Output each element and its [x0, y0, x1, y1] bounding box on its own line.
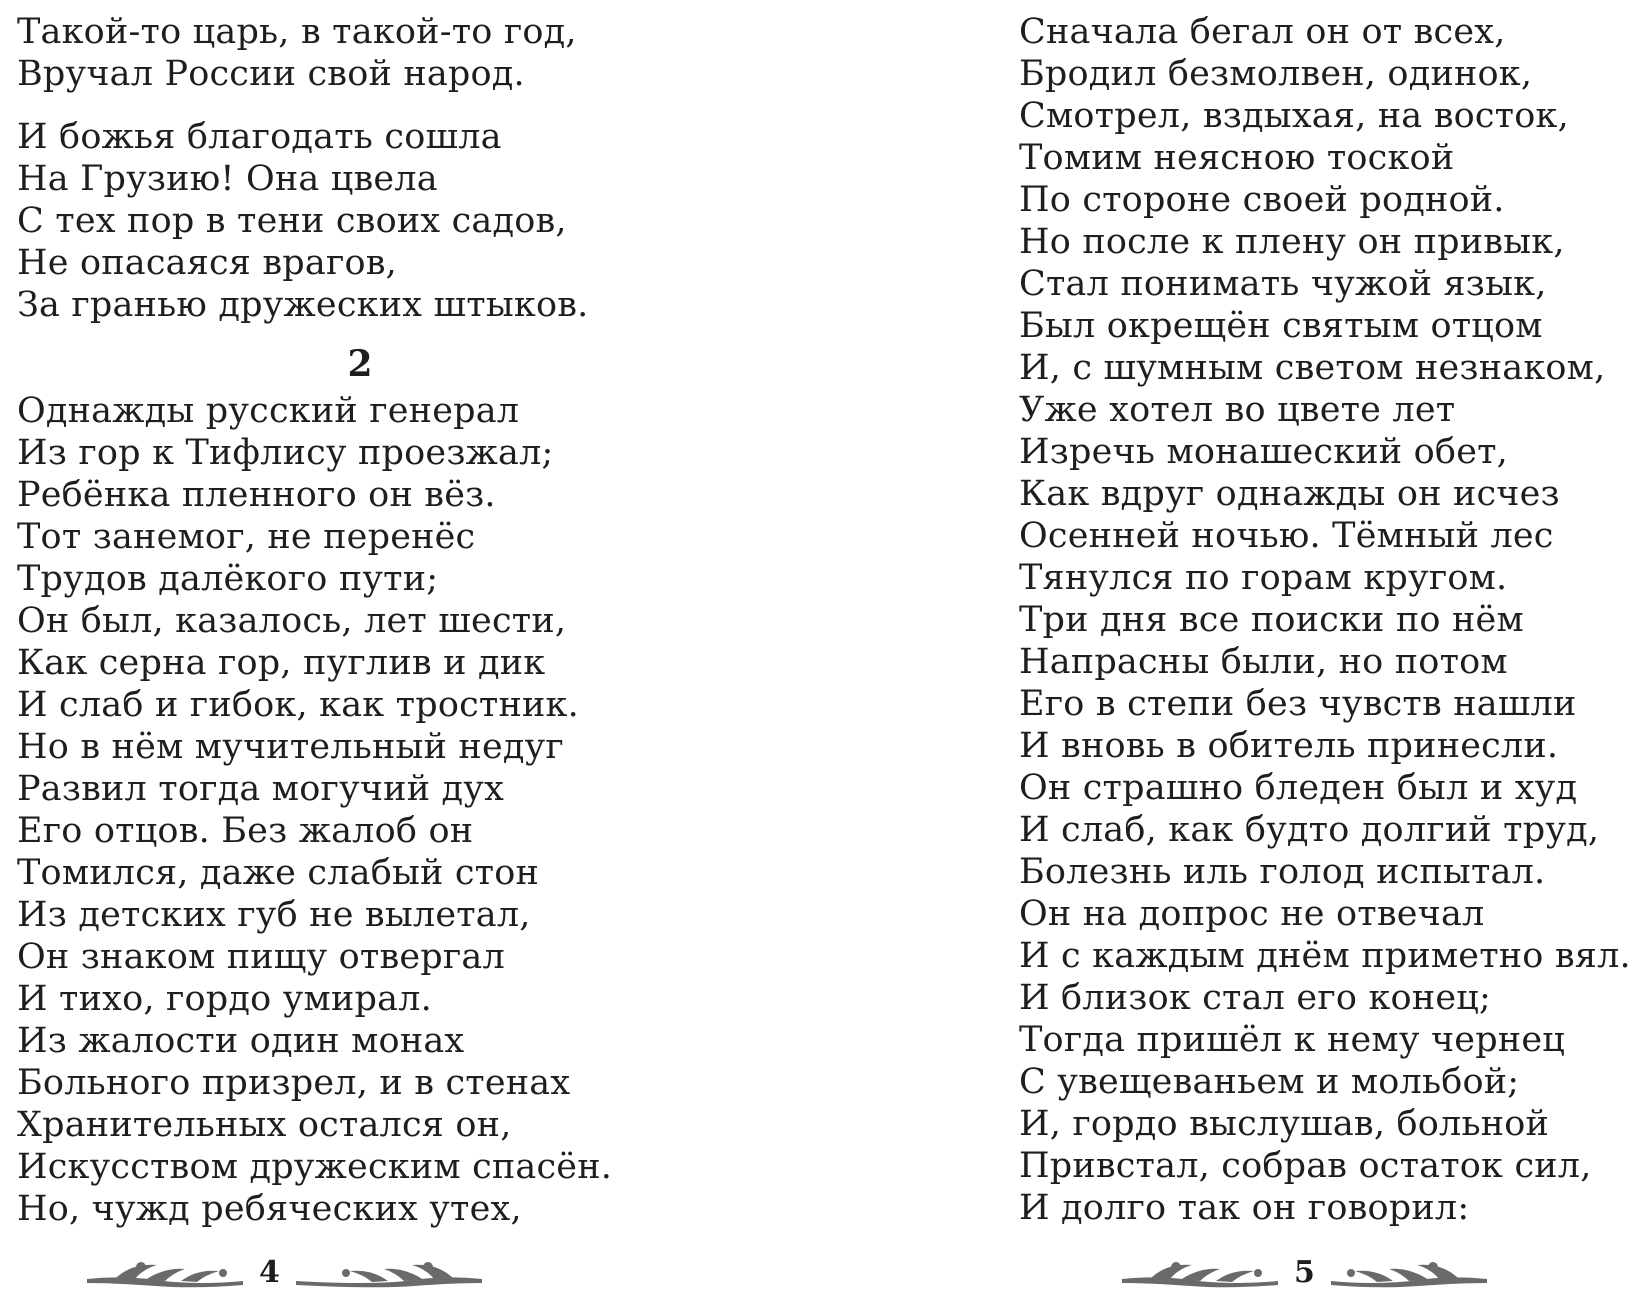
poem-line: И слаб, как будто долгий труд, — [1019, 810, 1600, 850]
ornament-right-icon — [1329, 1255, 1489, 1291]
page-number-left: 4 — [259, 1255, 280, 1290]
poem-line: Он был, казалось, лет шести, — [17, 601, 567, 641]
poem-line: Из гор к Тифлису проезжал; — [17, 433, 554, 473]
ornament-left-icon — [1120, 1255, 1280, 1291]
poem-line: Вручал России свой народ. — [17, 54, 525, 94]
poem-line: Напрасны были, но потом — [1019, 642, 1508, 682]
poem-line: Но в нём мучительный недуг — [17, 727, 564, 767]
poem-line: Бродил безмолвен, одинок, — [1019, 54, 1533, 94]
poem-line: Хранительных остался он, — [17, 1105, 512, 1145]
poem-line: С увещеваньем и мольбой; — [1019, 1062, 1520, 1102]
poem-line: Смотрел, вздыхая, на восток, — [1019, 96, 1569, 136]
poem-line: За гранью дружеских штыков. — [17, 285, 589, 325]
poem-line: Из жалости один монах — [17, 1021, 465, 1061]
poem-line: Он знаком пищу отвергал — [17, 937, 505, 977]
page-number-right: 5 — [1294, 1255, 1315, 1290]
poem-line: Но после к плену он привык, — [1019, 222, 1565, 262]
poem-line: По стороне своей родной. — [1019, 180, 1505, 220]
stanza-top — [17, 11, 577, 95]
poem-line: И тихо, гордо умирал. — [17, 979, 432, 1019]
poem-line: Из детских губ не вылетал, — [17, 895, 531, 935]
poem-line: Но, чужд ребяческих утех, — [17, 1189, 522, 1229]
page-footer-right — [1120, 1248, 1489, 1298]
poem-line: Тянулся по горам кругом. — [1019, 558, 1508, 598]
page-footer-left — [85, 1248, 484, 1298]
poem-line: Как серна гор, пуглив и дик — [17, 643, 546, 683]
poem-line: Томим неясною тоской — [1019, 138, 1455, 178]
stanza-right — [1019, 11, 1631, 1229]
poem-line: Однажды русский генерал — [17, 391, 520, 431]
poem-line: И близок стал его конец; — [1019, 978, 1491, 1018]
poem-line: Осенней ночью. Тёмный лес — [1019, 516, 1554, 556]
section-number: 2 — [347, 343, 373, 385]
poem-line: Болезнь иль голод испытал. — [1019, 852, 1546, 892]
poem-line: Развил тогда могучий дух — [17, 769, 505, 809]
poem-line: И слаб и гибок, как тростник. — [17, 685, 579, 725]
poem-line: Ребёнка пленного он вёз. — [17, 475, 496, 515]
poem-line: Как вдруг однажды он исчез — [1019, 474, 1560, 514]
poem-line: И долго так он говорил: — [1019, 1188, 1470, 1228]
poem-line: Такой-то царь, в такой-то год, — [17, 12, 577, 52]
poem-line: И, гордо выслушав, больной — [1019, 1104, 1550, 1144]
stanza-middle — [17, 116, 588, 326]
poem-line: Тот занемог, не перенёс — [17, 517, 476, 557]
poem-line: Уже хотел во цвете лет — [1019, 390, 1456, 430]
poem-line: На Грузию! Она цвела — [17, 159, 438, 199]
stanza-bottom — [17, 390, 612, 1230]
poem-line: Его отцов. Без жалоб он — [17, 811, 474, 851]
poem-line: И, с шумным светом незнаком, — [1019, 348, 1606, 388]
poem-line: И с каждым днём приметно вял. — [1019, 936, 1631, 976]
poem-line: Тогда пришёл к нему чернец — [1019, 1020, 1565, 1060]
poem-line: Его в степи без чувств нашли — [1019, 684, 1577, 724]
poem-line: Стал понимать чужой язык, — [1019, 264, 1547, 304]
poem-line: Изречь монашеский обет, — [1019, 432, 1508, 472]
poem-line: Сначала бегал он от всех, — [1019, 12, 1506, 52]
ornament-left-icon — [85, 1255, 245, 1291]
poem-line: Привстал, собрав остаток сил, — [1019, 1146, 1592, 1186]
poem-line: Томился, даже слабый стон — [17, 853, 540, 893]
poem-line: С тех пор в тени своих садов, — [17, 201, 567, 241]
poem-line: И божья благодать сошла — [17, 117, 502, 157]
poem-line: Три дня все поиски по нём — [1019, 600, 1524, 640]
poem-line: Искусством дружеским спасён. — [17, 1147, 613, 1187]
right-page — [822, 0, 1644, 1308]
poem-line: И вновь в обитель принесли. — [1019, 726, 1559, 766]
poem-line: Он на допрос не отвечал — [1019, 894, 1485, 934]
poem-line: Он страшно бледен был и худ — [1019, 768, 1578, 808]
poem-line: Больного призрел, и в стенах — [17, 1063, 571, 1103]
poem-line: Был окрещён святым отцом — [1019, 306, 1543, 346]
ornament-right-icon — [294, 1255, 484, 1291]
poem-line: Трудов далёкого пути; — [17, 559, 439, 599]
poem-line: Не опасаяся врагов, — [17, 243, 397, 283]
